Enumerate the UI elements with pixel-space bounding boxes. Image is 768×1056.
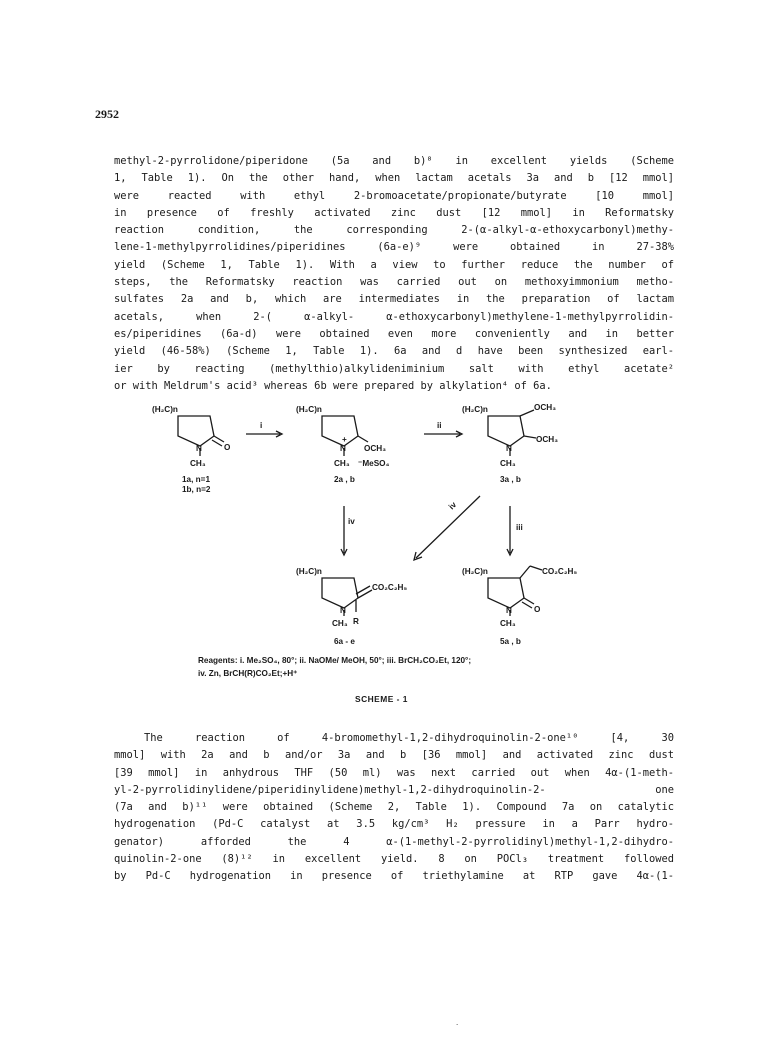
c1-o: O <box>224 443 231 452</box>
paragraph-2 <box>114 730 674 886</box>
c5-ring-text: (H₂C)n <box>462 567 488 576</box>
c2-label: 2a , b <box>334 475 355 484</box>
footer-mark: . <box>456 1018 459 1027</box>
c3-och3-a: OCH₃ <box>534 403 556 412</box>
c3-ring-text: (H₂C)n <box>462 405 488 414</box>
arrow-i-label: i <box>260 421 263 430</box>
text-line: sulfates 2a and b, which are intermediates in the preparation of lactam <box>114 293 674 306</box>
text-line: [39 mmol] in anhydrous THF (50 ml) was next carried out when 4α-(1-meth- <box>114 766 674 779</box>
bond-c-oMe-2 <box>358 436 368 442</box>
c1-n: N <box>196 444 202 453</box>
bond-ome-3a <box>520 410 534 416</box>
c6-r: R <box>353 617 359 626</box>
c6-label: 6a - e <box>334 637 355 646</box>
text-line: were reacted with ethyl 2-bromoacetate/propionate/butyrate [10 mmol] <box>114 189 674 202</box>
ring-2 <box>322 416 358 446</box>
text-line: in presence of freshly activated zinc dust [12 mmol] in Reformatsky <box>114 206 674 219</box>
text-line: ier by reacting (methylthio)alkylideniminium salt with ethyl acetate² <box>114 362 674 375</box>
c5-o: O <box>534 605 541 614</box>
c5-label: 5a , b <box>500 637 521 646</box>
text-line: acetals, when 2-( α-alkyl- α-ethoxycarbonyl)methylene-1-methylpyrrolidin- <box>114 310 674 323</box>
text-line: es/piperidines (6a-d) were obtained even more conveniently and in better <box>114 327 674 340</box>
c1-label-b: 1b, n=2 <box>182 485 211 494</box>
scheme-1-diagram <box>150 398 640 698</box>
text-line: yl-2-pyrrolidinylidene/piperidinylidene)methyl-1,2-dihydroquinolin-2- one <box>114 783 674 796</box>
bond-ch2-5 <box>520 566 530 578</box>
c1-label-a: 1a, n=1 <box>182 475 210 484</box>
text-line: lene-1-methylpyrrolidines/piperidines (6a-e)⁹ were obtained in 27-38% <box>114 241 674 254</box>
text-line: steps, the Reformatsky reaction was carried out on methoxyimmonium metho- <box>114 276 674 289</box>
ring-5 <box>488 578 524 608</box>
c6-me: CH₃ <box>332 619 348 628</box>
c2-n: N <box>340 444 346 453</box>
arrow-iii-label: iii <box>516 523 523 532</box>
c3-och3-b: OCH₃ <box>536 435 558 444</box>
text-line: reaction condition, the corresponding 2-(α-alkyl-α-ethoxycarbonyl)methy- <box>114 224 674 237</box>
c1-ring-text: (H₂C)n <box>152 405 178 414</box>
c1-me: CH₃ <box>190 459 206 468</box>
c6-n: N <box>340 606 346 615</box>
bond-ome-3b <box>524 436 536 438</box>
c2-anion: ⁻MeSO₄ <box>358 459 390 468</box>
c2-me: CH₃ <box>334 459 350 468</box>
text-line: genator) afforded the 4 α-(1-methyl-2-pyrrolidinyl)methyl-1,2-dihydro- <box>114 835 674 848</box>
text-line: 1, Table 1). On the other hand, when lactam acetals 3a and b [12 mmol] <box>114 172 674 185</box>
arrow-diagonal-label: iv <box>447 500 459 512</box>
text-line: or with Meldrum's acid³ whereas 6b were prepared by alkylation⁴ of 6a. <box>114 379 552 392</box>
scheme-title: SCHEME - 1 <box>355 694 408 704</box>
text-line: yield (Scheme 1, Table 1). With a view to further reduce the number of <box>114 258 674 271</box>
bond-co-1 <box>214 436 224 442</box>
reagents-line-2: iv. Zn, BrCH(R)CO₂Et;+H⁺ <box>198 669 298 678</box>
ring-3 <box>488 416 524 446</box>
bond-co-1b <box>212 440 222 446</box>
c5-ester: CO₂C₂H₅ <box>542 567 578 576</box>
c3-n: N <box>506 444 512 453</box>
text-line: mmol] with 2a and b and/or 3a and b [36 mmol] and activated zinc dust <box>114 749 674 762</box>
bond-ch2-5b <box>530 566 542 570</box>
text-line: methyl-2-pyrrolidone/piperidone (5a and b)⁸ in excellent yields (Scheme <box>114 155 674 167</box>
text-line: by Pd-C hydrogenation in presence of triethylamine at RTP gave 4α-(1- <box>114 870 674 883</box>
ring-1 <box>178 416 214 446</box>
page-number: 2952 <box>95 107 119 121</box>
text-line: The reaction of 4-bromomethyl-1,2-dihydroquinolin-2-one¹⁰ [4, 30 <box>144 732 674 744</box>
c5-n: N <box>506 606 512 615</box>
c6-ester: CO₂C₂H₅ <box>372 583 408 592</box>
bond-co-5 <box>524 598 534 604</box>
bond-co-5b <box>522 602 532 608</box>
paragraph-1 <box>114 153 674 395</box>
text-line: (7a and b)¹¹ were obtained (Scheme 2, Table 1). Compound 7a on catalytic <box>114 801 674 814</box>
c3-me: CH₃ <box>500 459 516 468</box>
c2-plus: + <box>342 435 347 444</box>
arrow-ii-label: ii <box>437 421 442 430</box>
ring-6 <box>322 578 358 608</box>
c6-ring-text: (H₂C)n <box>296 567 322 576</box>
c2-ring-text: (H₂C)n <box>296 405 322 414</box>
c3-label: 3a , b <box>500 475 521 484</box>
text-line: hydrogenation (Pd-C catalyst at 3.5 kg/cm³ H₂ pressure in a Parr hydro- <box>114 818 674 831</box>
arrow-iv-label: iv <box>348 517 355 526</box>
c5-me: CH₃ <box>500 619 516 628</box>
text-line: quinolin-2-one (8)¹² in excellent yield. 8 on POCl₃ treatment followed <box>114 853 674 866</box>
reagents-line-1: Reagents: i. Me₂SO₄, 80°; ii. NaOMe/ MeOH, 50°; iii. BrCH₂CO₂Et, 120°; <box>198 656 472 665</box>
c2-och3: OCH₃ <box>364 444 386 453</box>
text-line: yield (46-58%) (Scheme 1, Table 1). 6a and d have been synthesized earl- <box>114 345 674 358</box>
